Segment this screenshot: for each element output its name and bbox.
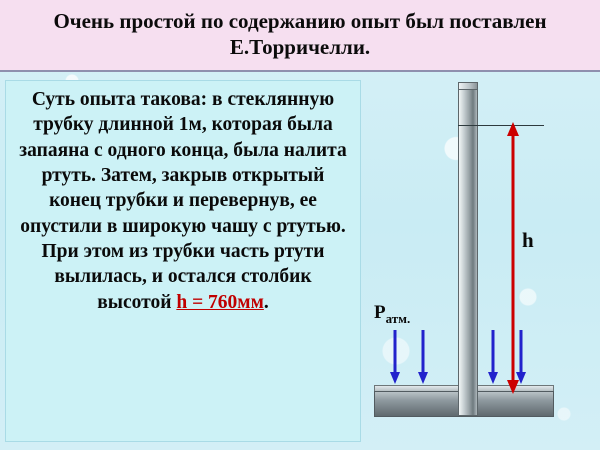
page-title: Очень простой по содержанию опыт был поставлен Е.Торричелли. xyxy=(53,9,547,59)
glass-tube-icon xyxy=(458,86,478,416)
explanation-text-main: Суть опыта такова: в стеклянную трубку длинной 1м, которая была запаяна с одного конца, была налита ртуть. Затем, закрыв открытый конец трубки и перевернув, ее опустили в широкую чашу с ртутью. При этом из трубки часть ртути вылилась, и остался столбик высотой xyxy=(19,89,347,313)
torricelli-diagram xyxy=(366,78,598,448)
pressure-subscript: атм. xyxy=(385,310,411,326)
pressure-arrow-icon xyxy=(488,330,498,384)
title-banner xyxy=(0,0,600,72)
mercury-level-line xyxy=(458,125,544,126)
tube-sealed-end-icon xyxy=(458,82,478,90)
pressure-arrow-icon xyxy=(390,330,400,384)
pressure-arrow-icon xyxy=(516,330,526,384)
atmospheric-pressure-label xyxy=(374,302,410,327)
pressure-symbol: P xyxy=(374,302,386,323)
explanation-text-end: . xyxy=(263,291,269,313)
explanation-text xyxy=(16,87,350,315)
explanation-panel xyxy=(5,80,361,442)
height-value-highlight: h = 760мм xyxy=(176,291,264,313)
pressure-arrow-icon xyxy=(418,330,428,384)
height-label: h xyxy=(522,228,534,252)
